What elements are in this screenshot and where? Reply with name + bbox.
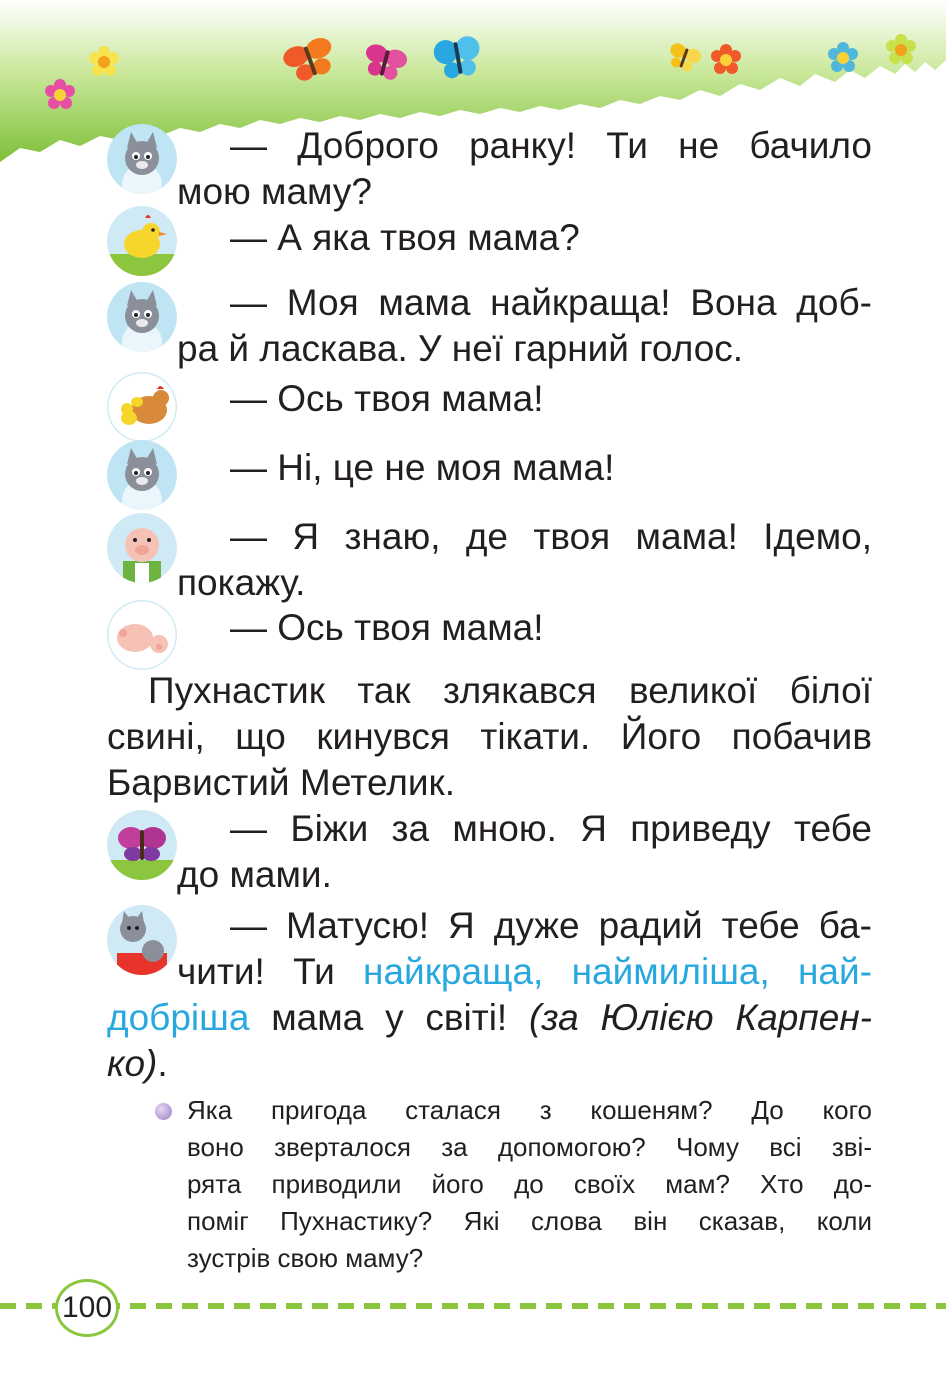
pig-family-icon (107, 600, 177, 670)
dialogue-line (177, 949, 872, 995)
hen-with-chicks-icon (107, 372, 177, 442)
dialogue-line: ра й ласкава. У неї гарний голос. (177, 328, 744, 369)
bullet-icon (155, 1103, 172, 1120)
text-segment: чити! Ти (177, 951, 364, 992)
narration-line: Барвистий Метелик. (107, 762, 456, 803)
author-credit: (за Юлією Карпен- (529, 997, 872, 1038)
dialogue-line: — Матусю! Я дуже радий тебе ба- (230, 905, 872, 946)
narration-line: Пухнастик так злякався великої білої (148, 670, 872, 711)
author-credit: ко) (107, 1043, 158, 1084)
question-line: рята приводили його до своїх мам? Хто до- (187, 1169, 872, 1199)
dialogue-line: — Доброго ранку! Ти не бачило (230, 125, 872, 166)
question-line: поміг Пухнастику? Які слова він сказав, коли (187, 1206, 872, 1236)
dialogue-line (107, 1041, 872, 1087)
text-segment: мама у світі! (249, 997, 530, 1038)
butterfly-icon (107, 810, 177, 880)
dialogue-line: — Я знаю, де твоя мама! Ідемо, (230, 516, 872, 557)
dialogue-line: — А яка твоя мама? (230, 217, 580, 258)
kitten-icon (107, 282, 177, 352)
dialogue-line: до мами. (177, 854, 332, 895)
dialogue-line: — Моя мама найкраща! Вона доб- (230, 282, 872, 323)
dialogue-line: — Ось твоя мама! (230, 378, 544, 419)
question-line: Яка пригода сталася з кошеням? До кого (187, 1095, 872, 1125)
dialogue-line: — Ось твоя мама! (230, 607, 544, 648)
question-line: воно зверталося за допомогою? Чому всі зві- (187, 1132, 872, 1162)
dialogue-line (107, 995, 872, 1041)
question-line: зустрів свою маму? (187, 1243, 424, 1273)
cat-mother-icon (107, 905, 177, 975)
dialogue-line: мою маму? (177, 171, 372, 212)
piglet-icon (107, 513, 177, 583)
dialogue-line: покажу. (177, 562, 306, 603)
dialogue-line: — Біжи за мною. Я приведу тебе (230, 808, 872, 849)
footer-dashed-line (0, 1302, 946, 1310)
narration-line: свині, що кинувся тікати. Його побачив (107, 716, 872, 757)
highlighted-words: добріша (107, 997, 250, 1038)
page-number: 100 (55, 1279, 119, 1337)
kitten-icon (107, 440, 177, 510)
dialogue-line: — Ні, це не моя мама! (230, 447, 615, 488)
kitten-icon (107, 124, 177, 194)
chick-icon (107, 206, 177, 276)
text-segment: . (157, 1043, 168, 1084)
highlighted-words: найкраща, наймиліша, най- (363, 951, 872, 992)
